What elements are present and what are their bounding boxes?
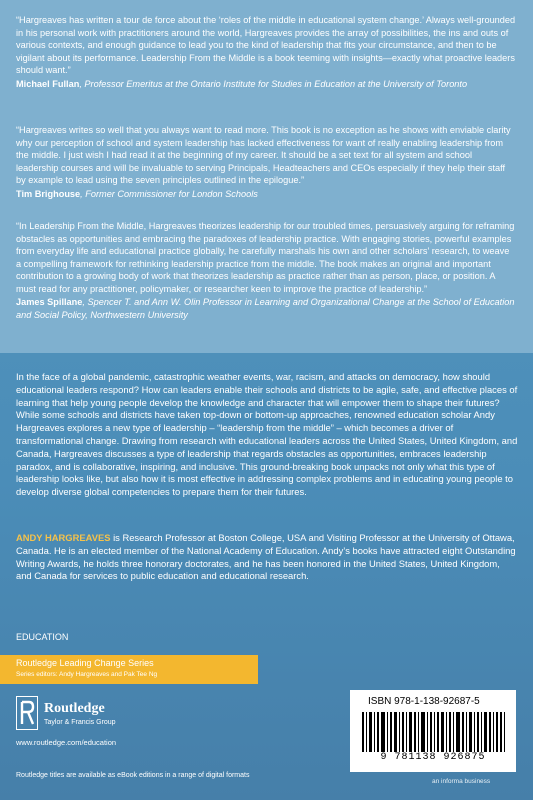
endorsement-text: “In Leadership From the Middle, Hargreaves theorizes leadership for our troubled times, persuasively arguing for reframing obstacles as opportunities and embracing the paradoxes of leadership practice. With engaging stories, powerful examples from everyday life and educational practice globally, he carefully marshals his own and other scholars’ research, to weave a compelling framework for rethinking leadership practice from the middle. The book makes an original and important contribution to a growing body of work that theorizes leadership as practice rather than as person, place, or position. A must read for any practitioner, policymaker, or researcher keen to improve the practice of leadership.” <box>16 221 515 294</box>
endorsement-text: “Hargreaves writes so well that you always want to read more. This book is no exception as he shows with enviable clarity why our perception of school and system leadership has lacked effectiveness for want of really enabling leadership from the middle. I just wish I had read it at the beginning of my career. It should be a set text for all system and school leadership courses and will be invaluable to serving Principals, Headteachers and CEOs especially if they help their staff by example to lead using the seven principles outlined in the epilogue.” <box>16 125 511 185</box>
endorsement-attribution <box>16 78 516 91</box>
publisher-url: www.routledge.com/education <box>16 738 117 747</box>
endorser-role: , Former Commissioner for London Schools <box>80 188 258 199</box>
publisher-name: Routledge <box>44 701 105 716</box>
endorser-name: James Spillane <box>16 297 83 307</box>
endorsement-text: “Hargreaves has written a tour de force about the ‘roles of the middle in educational system change.’ Always well-grounded in his personal work with practitioners around the world, Hargreaves provides the array of possibilities, the ins and outs of various contexts, and enough guidance to lead you to the kind of leadership that fits your circumstance, and then to be vigilant about its performance. Leadership From the Middle is a book teeming with insights—exactly what proactive leaders should want.” <box>16 15 516 75</box>
subject-category: EDUCATION <box>16 632 69 642</box>
routledge-logo-icon <box>16 696 38 730</box>
book-description: In the face of a global pandemic, catastrophic weather events, war, racism, and attacks on democracy, how should educational leaders respond? How can leaders enable their schools and districts to be agile, safe, and effective places of learning that help young people develop the knowledge and character that will empower them to shape their futures? While some schools and districts have taken top-down or bottom-up approaches, renowned education scholar Andy Hargreaves explores a new type of leadership – “leadership from the middle” – which becomes a driver of transformational change. Drawing from research with educational leaders across the United States, United Kingdom, and Canada, Hargreaves discusses a type of leadership that regards obstacles as opportunities, embraces leadership paradox, and is collaborative, inspiring, and inclusive. This ground-breaking book unpacks not only what this type of leadership looks like, but also how it is most effective in addressing complex problems and in educating young people to develop diverse global competencies to prepare them for their futures. <box>16 371 518 498</box>
series-editors: Series editors: Andy Hargreaves and Pak Tee Ng <box>16 671 158 678</box>
barcode-number: 9 781138 926875 <box>350 752 516 763</box>
isbn-barcode-block <box>350 690 516 772</box>
author-bio-text: is Research Professor at Boston College, USA and Visiting Professor at the University of Ottawa, Canada. He is an elected member of the National Academy of Education. Andy’s books have attracted eight Outstanding Writing Awards, he holds three honorary doctorates, and he has been honored in the United States, United Kingdom, and Canada for services to public education and educational research. <box>16 532 516 582</box>
informa-business-label: an informa business <box>432 778 491 785</box>
series-banner <box>0 655 258 684</box>
endorser-role: , Professor Emeritus at the Ontario Institute for Studies in Education at the University of Toronto <box>79 78 468 89</box>
endorsement-attribution <box>16 188 516 201</box>
endorsement-1 <box>16 14 516 90</box>
endorser-name: Tim Brighouse <box>16 188 81 199</box>
publisher-group: Taylor & Francis Group <box>44 719 116 726</box>
isbn-label: ISBN 978-1-138-92687-5 <box>368 696 480 707</box>
endorsement-attribution <box>16 296 516 321</box>
endorsement-3 <box>16 220 516 321</box>
endorsement-2 <box>16 124 516 200</box>
ebook-note: Routledge titles are available as eBook editions in a range of digital formats <box>16 772 250 779</box>
series-title: Routledge Leading Change Series <box>16 658 154 668</box>
endorser-name: Michael Fullan <box>16 78 80 89</box>
author-name: ANDY HARGREAVES <box>16 532 111 543</box>
endorser-role: , Spencer T. and Ann W. Olin Professor in Learning and Organizational Change at the School of Education and Social Policy, Northwestern University <box>16 297 515 320</box>
author-bio <box>16 532 518 583</box>
